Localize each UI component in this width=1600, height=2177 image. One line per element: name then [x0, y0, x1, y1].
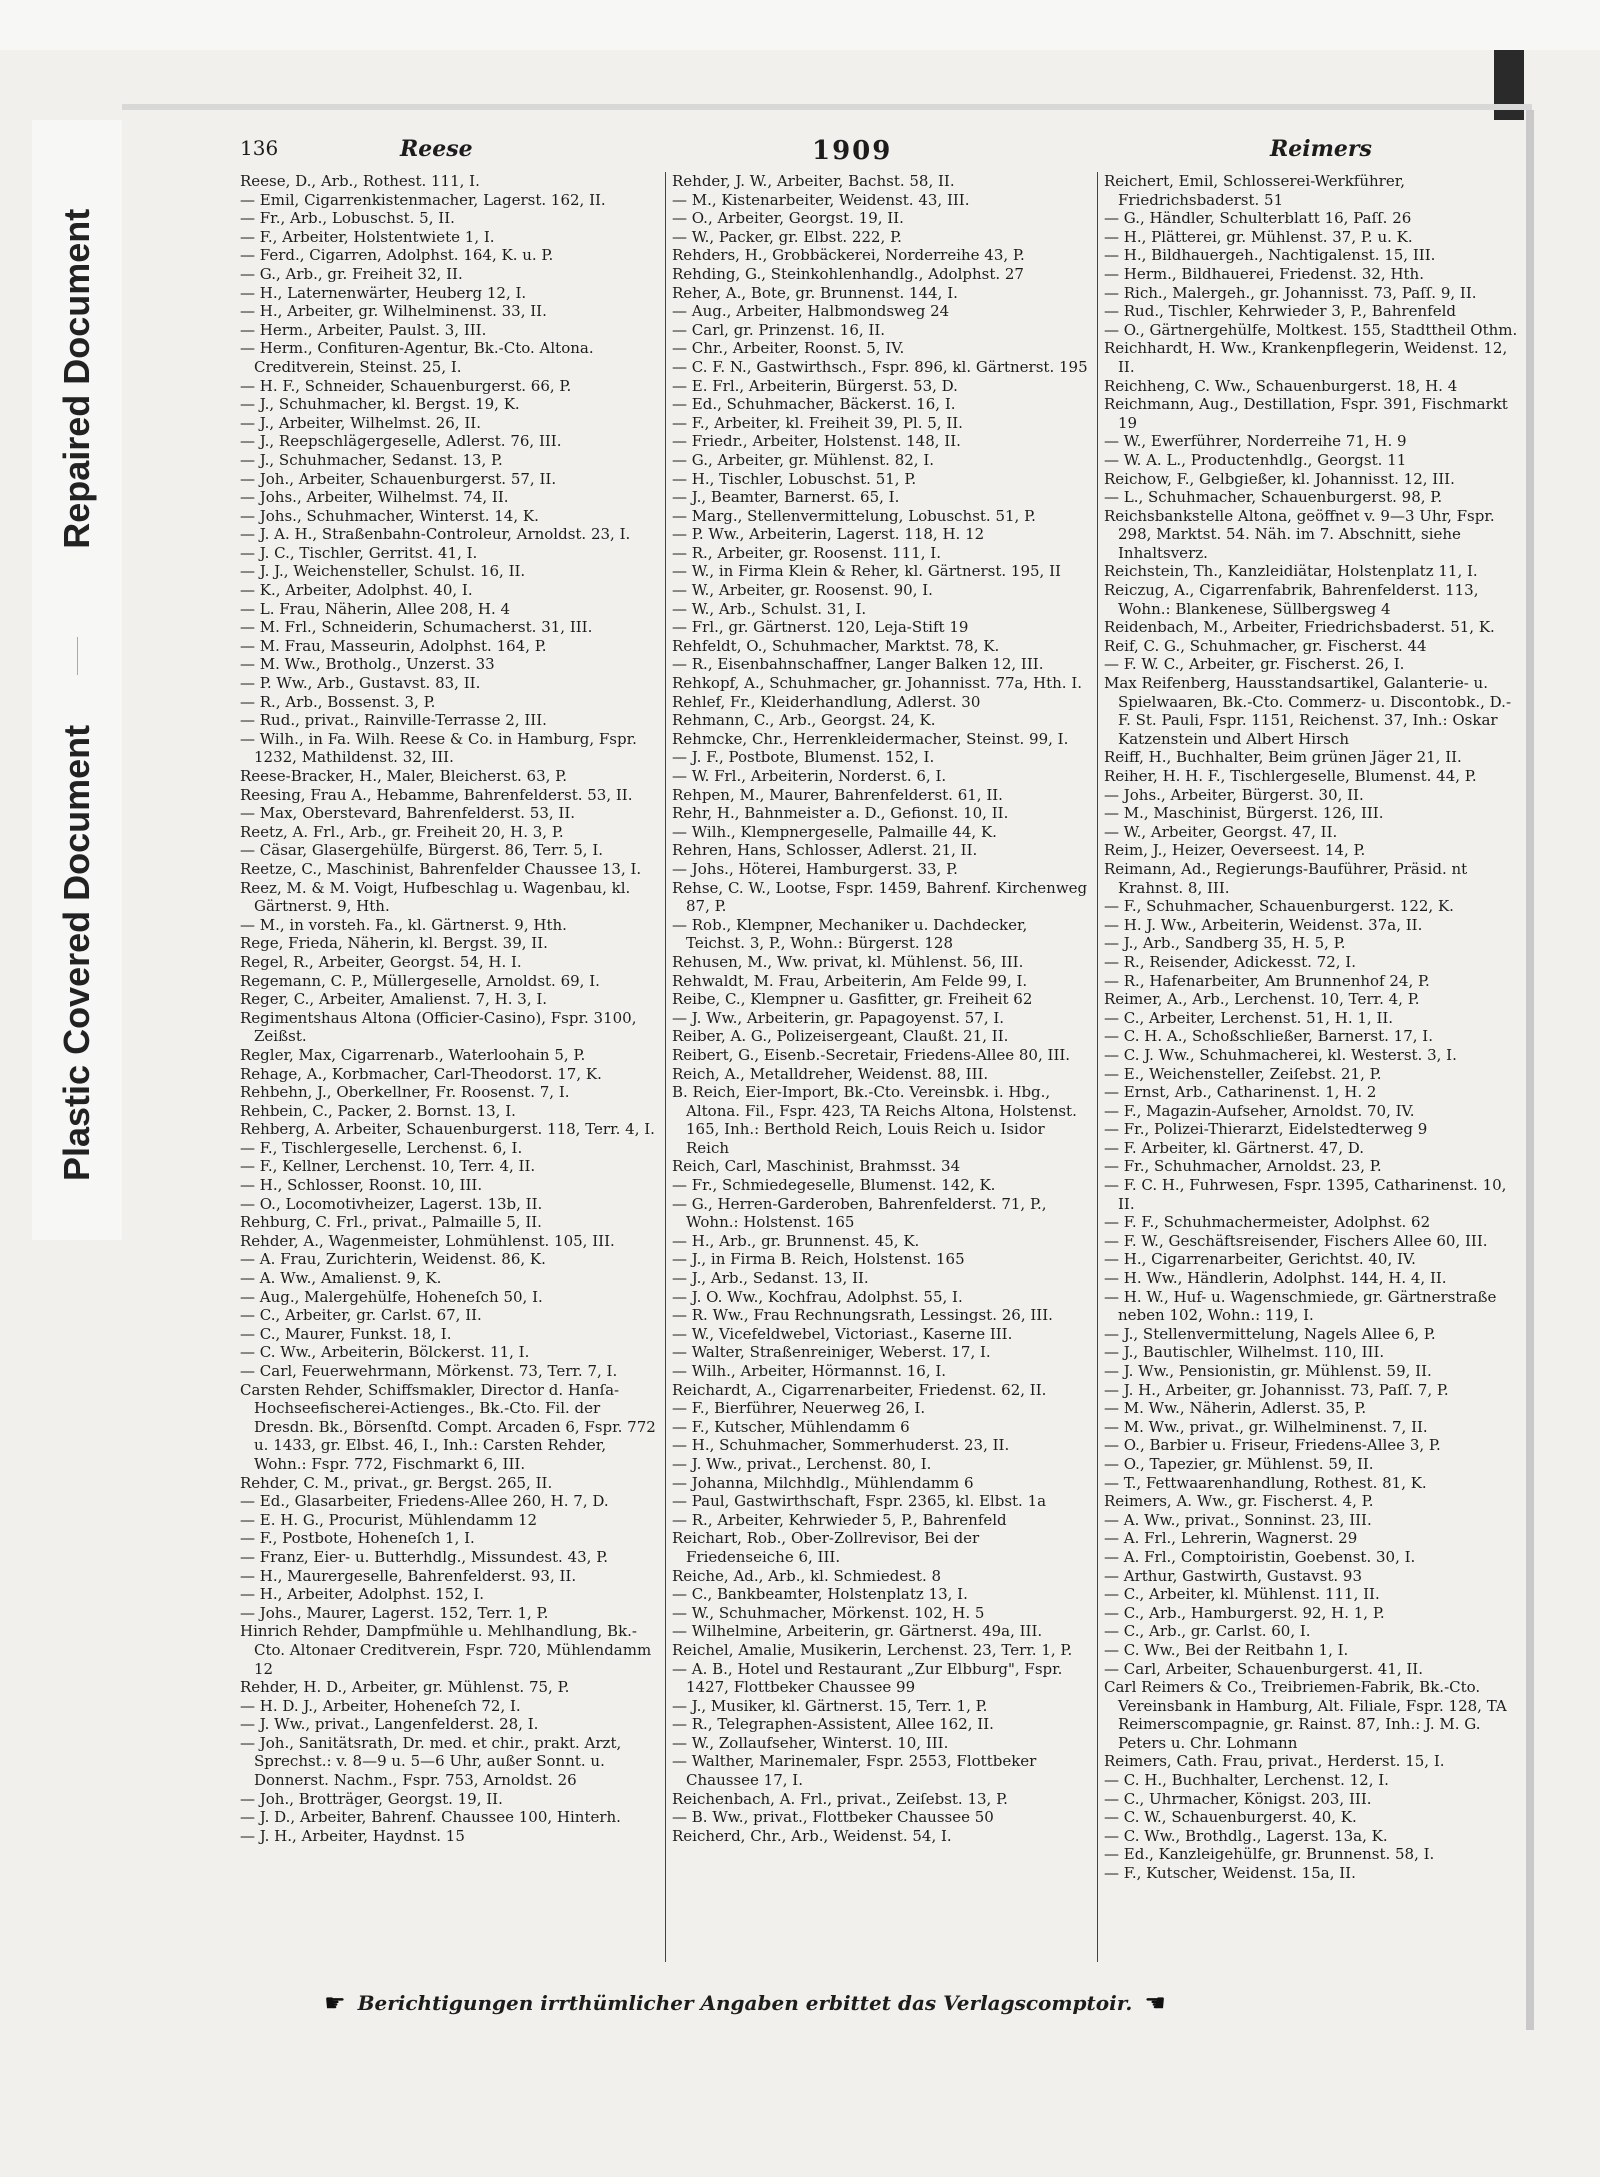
- directory-entry: Rehder, C. M., privat., gr. Bergst. 265, II.: [240, 1473, 553, 1492]
- directory-entry: — J. F., Postbote, Blumenst. 152, I.: [672, 748, 935, 767]
- directory-entry: — M., Maschinist, Bürgerst. 126, III.: [1104, 804, 1384, 823]
- directory-entry: Rehkopf, A., Schuhmacher, gr. Johannisst. 77a, Hth. I.: [672, 674, 1083, 693]
- directory-entry: — F., Arbeiter, kl. Freiheit 39, Pl. 5, II.: [672, 413, 963, 432]
- directory-entry: Reimann, Ad., Regierungs-Bauführer, Präsid. nt Krahnst. 8, III.: [1104, 859, 1468, 897]
- directory-entry: — C. Ww., Brothdlg., Lagerst. 13a, K.: [1104, 1826, 1388, 1845]
- directory-entry: Reimers, Cath. Frau, privat., Herderst. 15, I.: [1104, 1752, 1445, 1771]
- directory-entry: — Fr., Arb., Lobuschst. 5, II.: [240, 209, 455, 228]
- directory-entry: — C. J. Ww., Schuhmacherei, kl. Westerst. 3, I.: [1104, 1045, 1457, 1064]
- directory-entry: Reese-Bracker, H., Maler, Bleicherst. 63, P.: [240, 767, 567, 785]
- directory-entry: — Herm., Bildhauerei, Friedenst. 32, Hth.: [1104, 264, 1424, 283]
- column-2: [672, 172, 1090, 1962]
- directory-entry: — Chr., Arbeiter, Roonst. 5, IV.: [672, 339, 905, 358]
- directory-entry: Reez, M. & M. Voigt, Hufbeschlag u. Wagenbau, kl. Gärtnerst. 9, Hth.: [240, 878, 631, 916]
- directory-entry: — G., Händler, Schulterblatt 16, Paſſ. 26: [1104, 209, 1412, 228]
- directory-entry: — A. Frl., Lehrerin, Wagnerst. 29: [1104, 1529, 1358, 1548]
- column-3: [1104, 172, 1522, 1962]
- directory-entry: — Johs., Maurer, Lagerst. 152, Terr. 1, P.: [240, 1603, 549, 1622]
- directory-entry: Rehburg, C. Frl., privat., Palmaille 5, II.: [240, 1213, 542, 1232]
- directory-entry: — C., Arbeiter, Lerchenst. 51, H. 1, II.: [1104, 1008, 1394, 1027]
- directory-entry: Rehmcke, Chr., Herrenkleidermacher, Steinst. 99, I.: [672, 729, 1069, 748]
- directory-entry: — Carl, Feuerwehrmann, Mörkenst. 73, Terr. 7, I.: [240, 1362, 618, 1380]
- directory-entry: — P. Ww., Arbeiterin, Lagerst. 118, H. 12: [672, 525, 985, 544]
- directory-entry: — J., Bautischler, Wilhelmst. 110, III.: [1104, 1343, 1385, 1362]
- page-number: 136: [240, 136, 279, 160]
- directory-entry: — F. W. C., Arbeiter, gr. Fischerst. 26, I.: [1104, 655, 1405, 674]
- directory-entry: — J. Ww., privat., Langenfelderst. 28, I.: [240, 1715, 539, 1734]
- directory-entry: — Carl, Arbeiter, Schauenburgerst. 41, II.: [1104, 1659, 1423, 1678]
- directory-entry: Reichow, F., Gelbgießer, kl. Johannisst. 12, III.: [1104, 469, 1455, 488]
- directory-entry: Reichstein, Th., Kanzleidiätar, Holstenplatz 11, I.: [1104, 562, 1478, 581]
- directory-entry: — J., Schuhmacher, Sedanst. 13, P.: [240, 450, 503, 469]
- directory-entry: — W., in Firma Klein & Reher, kl. Gärtnerst. 195, II: [672, 562, 1061, 581]
- header-year: 1909: [812, 136, 893, 166]
- directory-entry: — A. Ww., privat., Sonninst. 23, III.: [1104, 1510, 1372, 1529]
- directory-entry: — C., Arb., Hamburgerst. 92, H. 1, P.: [1104, 1603, 1385, 1622]
- directory-entry: — Aug., Arbeiter, Halbmondsweg 24: [672, 302, 950, 321]
- directory-entry: — Ernst, Arb., Catharinenst. 1, H. 2: [1104, 1083, 1377, 1102]
- directory-entry: — Fr., Schmiedegeselle, Blumenst. 142, K.: [672, 1176, 996, 1195]
- directory-entry: Reich, A., Metalldreher, Weidenst. 88, III.: [672, 1064, 989, 1083]
- directory-entry: — W., Vicefeldwebel, Victoriast., Kaserne III.: [672, 1324, 1013, 1343]
- directory-entry: — J., Musiker, kl. Gärtnerst. 15, Terr. 1, P.: [672, 1696, 988, 1715]
- directory-entry: — F., Arbeiter, Holstentwiete 1, I.: [240, 227, 495, 246]
- directory-entry: — A. Frl., Comptoiristin, Goebenst. 30, I.: [1104, 1547, 1416, 1566]
- directory-entry: Reesing, Frau A., Hebamme, Bahrenfelderst. 53, II.: [240, 785, 633, 804]
- directory-entry: — H., Cigarrenarbeiter, Gerichtst. 40, IV.: [1104, 1250, 1416, 1269]
- directory-entry: — Johs., Höterei, Hamburgerst. 33, P.: [672, 859, 958, 878]
- directory-entry: — Johanna, Milchhdlg., Mühlendamm 6: [672, 1473, 974, 1492]
- directory-entry: Hinrich Rehder, Dampfmühle u. Mehlhandlung, Bk.-Cto. Altonaer Creditverein, Fspr. 720, Mühlendamm 12: [240, 1622, 652, 1678]
- directory-entry: — Ed., Kanzleigehülfe, gr. Brunnenst. 58, I.: [1104, 1845, 1435, 1864]
- directory-entry: Regel, R., Arbeiter, Georgst. 54, H. I.: [240, 952, 522, 971]
- directory-entry: — K., Arbeiter, Adolphst. 40, I.: [240, 581, 473, 600]
- directory-entry: — F., Magazin-Aufseher, Arnoldst. 70, IV.: [1104, 1101, 1415, 1120]
- directory-entry: — W., Arb., Schulst. 31, I.: [672, 599, 867, 618]
- directory-entry: — Wilhelmine, Arbeiterin, gr. Gärtnerst. 49a, III.: [672, 1622, 1043, 1641]
- directory-entry: Carl Reimers & Co., Treibriemen-Fabrik, Bk.-Cto. Vereinsbank in Hamburg, Alt. Filiale, Fspr. 128, TA Reimerscompagnie, gr. Rainst. 87, Inh.: J. M. G. Peters u. Chr. Lohmann: [1104, 1678, 1507, 1752]
- directory-entry: Reichart, Rob., Ober-Zollrevisor, Bei der Friedenseiche 6, III.: [672, 1529, 980, 1566]
- directory-entry: — R., Eisenbahnschaffner, Langer Balken 12, III.: [672, 655, 1044, 674]
- directory-entry: Reetze, C., Maschinist, Bahrenfelder Chaussee 13, I.: [240, 859, 642, 878]
- pointing-hand-icon: ☛: [324, 1989, 346, 2017]
- directory-entry: — Joh., Brotträger, Georgst. 19, II.: [240, 1789, 503, 1808]
- directory-entry: — Max, Oberstevard, Bahrenfelderst. 53, II.: [240, 804, 576, 823]
- directory-entry: — F. W., Geschäftsreisender, Fischers Allee 60, III.: [1104, 1231, 1488, 1250]
- directory-entry: — W., Zollaufseher, Winterst. 10, III.: [672, 1733, 949, 1752]
- directory-entry: Reiff, H., Buchhalter, Beim grünen Jäger 21, II.: [1104, 748, 1462, 767]
- header-last-name: Reimers: [1270, 136, 1372, 162]
- directory-entry: — C. Ww., Arbeiterin, Bölckerst. 11, I.: [240, 1343, 530, 1362]
- directory-entry: — Walther, Marinemaler, Fspr. 2553, Flottbeker Chaussee 17, I.: [672, 1752, 1037, 1790]
- directory-entry: — W., Ewerführer, Norderreihe 71, H. 9: [1104, 432, 1407, 451]
- directory-entry: — W., Arbeiter, gr. Roosenst. 90, I.: [672, 581, 933, 600]
- directory-entry: — Walter, Straßenreiniger, Weberst. 17, I.: [672, 1343, 991, 1362]
- directory-entry: Reichert, Emil, Schlosserei-Werkführer, Friedrichsbaderst. 51: [1104, 172, 1406, 209]
- directory-entry: Rehding, G., Steinkohlenhandlg., Adolphst. 27: [672, 264, 1024, 283]
- directory-entry: — A. Ww., Amalienst. 9, K.: [240, 1269, 442, 1288]
- directory-entry: Rehberg, A. Arbeiter, Schauenburgerst. 118, Terr. 4, I.: [240, 1120, 655, 1139]
- directory-entry: — Johs., Arbeiter, Wilhelmst. 74, II.: [240, 488, 509, 507]
- directory-entry: — F., Schuhmacher, Schauenburgerst. 122, K.: [1104, 897, 1454, 916]
- page-shadow-top: [122, 104, 1532, 110]
- directory-entry: Reichheng, C. Ww., Schauenburgerst. 18, H. 4: [1104, 376, 1458, 395]
- directory-entry: Reich, Carl, Maschinist, Brahmsst. 34: [672, 1157, 961, 1176]
- directory-entry: — Ferd., Cigarren, Adolphst. 164, K. u. P.: [240, 246, 554, 265]
- directory-entry: — Wilh., in Fa. Wilh. Reese & Co. in Hamburg, Fspr. 1232, Mathildenst. 32, III.: [240, 729, 637, 767]
- directory-entry: — F., Kutscher, Weidenst. 15a, II.: [1104, 1864, 1356, 1883]
- directory-columns: [240, 172, 1530, 1962]
- directory-entry: — Aug., Malergehülfe, Hoheneſch 50, I.: [240, 1287, 543, 1306]
- header-first-name: Reese: [400, 136, 473, 162]
- directory-entry: — E. Frl., Arbeiterin, Bürgerst. 53, D.: [672, 376, 958, 395]
- directory-entry: — Joh., Arbeiter, Schauenburgerst. 57, II.: [240, 469, 557, 488]
- directory-entry: — J. J., Weichensteller, Schulst. 16, II.: [240, 562, 526, 581]
- directory-entry: Rehfeldt, O., Schuhmacher, Marktst. 78, K.: [672, 636, 1000, 655]
- directory-entry: — C., Arbeiter, gr. Carlst. 67, II.: [240, 1306, 482, 1325]
- directory-entry: — Emil, Cigarrenkistenmacher, Lagerst. 162, II.: [240, 190, 606, 209]
- directory-entry: — R., Arbeiter, gr. Roosenst. 111, I.: [672, 543, 941, 562]
- page-header: [240, 136, 1530, 170]
- directory-entry: — J., in Firma B. Reich, Holstenst. 165: [672, 1250, 965, 1269]
- directory-entry: — Paul, Gastwirthschaft, Fspr. 2365, kl. Elbst. 1a: [672, 1492, 1047, 1511]
- directory-entry: Reiczug, A., Cigarrenfabrik, Bahrenfelderst. 113, Wohn.: Blankenese, Süllbergsweg 4: [1104, 581, 1479, 618]
- directory-entry: — H., Arb., gr. Brunnenst. 45, K.: [672, 1231, 920, 1250]
- directory-entry: — M. Ww., Brotholg., Unzerst. 33: [240, 655, 495, 674]
- directory-entry: — Johs., Schuhmacher, Winterst. 14, K.: [240, 506, 539, 525]
- directory-entry: — R. Ww., Frau Rechnungsrath, Lessingst. 26, III.: [672, 1306, 1053, 1325]
- directory-entry: — J. A. H., Straßenbahn-Controleur, Arnoldst. 23, I.: [240, 525, 631, 544]
- directory-entry: — M., in vorsteh. Fa., kl. Gärtnerst. 9, Hth.: [240, 915, 567, 934]
- directory-entry: — H., Arbeiter, gr. Wilhelminenst. 33, II.: [240, 302, 547, 321]
- directory-entry: — Fr., Polizei-Thierarzt, Eidelstedterweg 9: [1104, 1120, 1428, 1139]
- directory-entry: Rehse, C. W., Lootse, Fspr. 1459, Bahrenf. Kirchenweg 87, P.: [672, 878, 1088, 916]
- directory-entry: — J. C., Tischler, Gerritst. 41, I.: [240, 543, 478, 562]
- document-condition-labels: [32, 120, 122, 1240]
- directory-entry: — F. F., Schuhmachermeister, Adolphst. 62: [1104, 1213, 1431, 1232]
- directory-entry: Rehbein, C., Packer, 2. Bornst. 13, I.: [240, 1101, 516, 1120]
- directory-entry: Rehmann, C., Arb., Georgst. 24, K.: [672, 711, 936, 730]
- directory-entry: — H., Arbeiter, Adolphst. 152, I.: [240, 1585, 485, 1604]
- directory-entry: — M., Kistenarbeiter, Weidenst. 43, III.: [672, 190, 970, 209]
- directory-entry: — H., Plätterei, gr. Mühlenst. 37, P. u. K.: [1104, 227, 1413, 246]
- directory-entry: — J., Stellenvermittelung, Nagels Allee 6, P.: [1104, 1324, 1436, 1343]
- directory-entry: Reimers, A. Ww., gr. Fischerst. 4, P.: [1104, 1492, 1374, 1511]
- directory-entry: Reibe, C., Klempner u. Gasfitter, gr. Freiheit 62: [672, 990, 1033, 1009]
- directory-entry: — H., Schuhmacher, Sommerhuderst. 23, II.: [672, 1436, 1010, 1455]
- directory-entry: — O., Locomotivheizer, Lagerst. 13b, II.: [240, 1194, 543, 1213]
- directory-entry: — Franz, Eier- u. Butterhdlg., Missundest. 43, P.: [240, 1547, 609, 1566]
- directory-entry: — E., Weichensteller, Zeiſebst. 21, P.: [1104, 1064, 1382, 1083]
- directory-entry: — O., Arbeiter, Georgst. 19, II.: [672, 209, 904, 228]
- column-1: [240, 172, 658, 1962]
- directory-entry: Reichhardt, H. Ww., Krankenpflegerin, Weidenst. 12, II.: [1104, 339, 1508, 376]
- directory-entry: — Cäsar, Glasergehülfe, Bürgerst. 86, Terr. 5, I.: [240, 841, 604, 860]
- directory-entry: — F., Postbote, Hoheneſch 1, I.: [240, 1529, 475, 1548]
- directory-entry: Rehpen, M., Maurer, Bahrenfelderst. 61, II.: [672, 785, 1003, 804]
- directory-entry: — J., Beamter, Barnerst. 65, I.: [672, 488, 900, 507]
- directory-entry: — Herm., Confituren-Agentur, Bk.-Cto. Altona. Creditverein, Steinst. 25, I.: [240, 339, 594, 376]
- directory-entry: Reim, J., Heizer, Oeverseest. 14, P.: [1104, 841, 1366, 860]
- directory-entry: — P. Ww., Arb., Gustavst. 83, II.: [240, 674, 481, 693]
- directory-entry: — H. J. Ww., Arbeiterin, Weidenst. 37a, II.: [1104, 915, 1423, 934]
- directory-entry: — R., Telegraphen-Assistent, Allee 162, II.: [672, 1715, 994, 1734]
- directory-entry: Carsten Rehder, Schiffsmakler, Director d. Hanſa-Hochseefischerei-Actienges., Bk.-Cto. Fil. der Dresdn. Bk., Börsenſtd. Compt. Arcaden 6, Fspr. 772 u. 1433, gr. Elbst. 46, I., Inh.: Carsten Rehder, Wohn.: Fspr. 772, Fischmarkt 6, III.: [240, 1380, 656, 1473]
- directory-entry: Rehders, H., Grobbäckerei, Norderreihe 43, P.: [672, 246, 1025, 265]
- directory-entry: — A. B., Hotel und Restaurant „Zur Elbburg", Fspr. 1427, Flottbeker Chaussee 99: [672, 1659, 1063, 1697]
- directory-entry: — L., Schuhmacher, Schauenburgerst. 98, P.: [1104, 488, 1443, 507]
- directory-entry: Reichenbach, A. Frl., privat., Zeiſebst. 13, P.: [672, 1789, 1008, 1808]
- directory-entry: — Rud., privat., Rainville-Terrasse 2, III.: [240, 711, 547, 730]
- directory-entry: — Johs., Arbeiter, Bürgerst. 30, II.: [1104, 785, 1364, 804]
- directory-entry: — J. H., Arbeiter, Haydnst. 15: [240, 1826, 465, 1845]
- directory-entry: — G., Arbeiter, gr. Mühlenst. 82, I.: [672, 450, 935, 469]
- directory-entry: — T., Fettwaarenhandlung, Rothest. 81, K.: [1104, 1473, 1427, 1492]
- directory-entry: Reichmann, Aug., Destillation, Fspr. 391, Fischmarkt 19: [1104, 395, 1508, 432]
- directory-entry: — C., Maurer, Funkst. 18, I.: [240, 1324, 452, 1343]
- directory-entry: — C., Bankbeamter, Holstenplatz 13, I.: [672, 1585, 968, 1604]
- directory-entry: Reger, C., Arbeiter, Amalienst. 7, H. 3, I.: [240, 990, 548, 1009]
- directory-entry: — J., Arb., Sedanst. 13, II.: [672, 1269, 869, 1288]
- directory-entry: — W., Schuhmacher, Mörkenst. 102, H. 5: [672, 1603, 985, 1622]
- directory-entry: — W., Packer, gr. Elbst. 222, P.: [672, 227, 902, 246]
- directory-entry: — Friedr., Arbeiter, Holstenst. 148, II.: [672, 432, 961, 451]
- directory-entry: — O., Gärtnergehülfe, Moltkest. 155, Stadttheil Othm.: [1104, 320, 1518, 339]
- directory-entry: Reiche, Ad., Arb., kl. Schmiedest. 8: [672, 1566, 942, 1585]
- directory-entry: — C. W., Schauenburgerst. 40, K.: [1104, 1808, 1357, 1827]
- repaired-document-label: Repaired Document: [56, 208, 97, 549]
- directory-entry: — F. C. H., Fuhrwesen, Fspr. 1395, Catharinenst. 10, II.: [1104, 1176, 1507, 1213]
- directory-entry: Regimentshaus Altona (Officier-Casino), Fspr. 3100, Zeißst.: [240, 1008, 637, 1046]
- directory-entry: Rege, Frieda, Näherin, kl. Bergst. 39, II.: [240, 934, 548, 953]
- directory-entry: — C., Uhrmacher, Königst. 203, III.: [1104, 1789, 1372, 1808]
- directory-entry: — M. Frl., Schneiderin, Schumacherst. 31, III.: [240, 618, 593, 637]
- directory-entry: Rehlef, Fr., Kleiderhandlung, Adlerst. 30: [672, 692, 981, 711]
- directory-entry: — H. D. J., Arbeiter, Hoheneſch 72, I.: [240, 1696, 521, 1715]
- directory-entry: — J., Arb., Sandberg 35, H. 5, P.: [1104, 934, 1346, 953]
- directory-entry: — H., Tischler, Lobuschst. 51, P.: [672, 469, 917, 488]
- directory-entry: B. Reich, Eier-Import, Bk.-Cto. Vereinsbk. i. Hbg., Altona. Fil., Fspr. 423, TA Reichs Altona, Holstenst. 165, Inh.: Berthold Reich, Louis Reich u. Isidor Reich: [672, 1083, 1077, 1157]
- pointing-hand-left-icon: ☚: [1144, 1989, 1166, 2017]
- directory-entry: Rehr, H., Bahnmeister a. D., Gefionst. 10, II.: [672, 804, 1009, 823]
- directory-entry: — J. Ww., Arbeiterin, gr. Papagoyenst. 57, I.: [672, 1008, 1005, 1027]
- directory-entry: Reidenbach, M., Arbeiter, Friedrichsbaderst. 51, K.: [1104, 618, 1495, 637]
- directory-entry: Rehder, A., Wagenmeister, Lohmühlenst. 105, III.: [240, 1231, 615, 1250]
- directory-entry: Reese, D., Arb., Rothest. 111, I.: [240, 172, 480, 190]
- directory-entry: — H. W., Huf- u. Wagenschmiede, gr. Gärtnerstraße neben 102, Wohn.: 119, I.: [1104, 1287, 1497, 1325]
- directory-entry: — B. Ww., privat., Flottbeker Chaussee 50: [672, 1808, 994, 1827]
- directory-entry: — Wilh., Arbeiter, Hörmannst. 16, I.: [672, 1362, 947, 1380]
- directory-entry: Reichsbankstelle Altona, geöffnet v. 9—3 Uhr, Fspr. 298, Marktst. 54. Näh. im 7. Abschnitt, siehe Inhaltsverz.: [1104, 506, 1495, 562]
- directory-entry: Reimer, A., Arb., Lerchenst. 10, Terr. 4, P.: [1104, 990, 1420, 1009]
- directory-entry: Rehusen, M., Ww. privat, kl. Mühlenst. 56, III.: [672, 952, 1024, 971]
- directory-entry: — C., Arbeiter, kl. Mühlenst. 111, II.: [1104, 1585, 1380, 1604]
- scan-border: [0, 0, 1600, 50]
- directory-entry: — F., Bierführer, Neuerweg 26, I.: [672, 1399, 926, 1418]
- directory-entry: Regler, Max, Cigarrenarb., Waterloohain 5, P.: [240, 1045, 586, 1064]
- directory-entry: Rehage, A., Korbmacher, Carl-Theodorst. 17, K.: [240, 1064, 602, 1083]
- directory-entry: — C., Arb., gr. Carlst. 60, I.: [1104, 1622, 1311, 1641]
- directory-entry: — Ed., Schuhmacher, Bäckerst. 16, I.: [672, 395, 956, 414]
- label-divider: [77, 637, 78, 675]
- directory-entry: — Ed., Glasarbeiter, Friedens-Allee 260, H. 7, D.: [240, 1492, 609, 1511]
- directory-entry: — F., Tischlergeselle, Lerchenst. 6, I.: [240, 1138, 523, 1157]
- directory-entry: — Wilh., Klempnergeselle, Palmaille 44, K.: [672, 822, 997, 841]
- directory-entry: — J. Ww., privat., Lerchenst. 80, I.: [672, 1454, 932, 1473]
- directory-entry: — G., Herren-Garderoben, Bahrenfelderst. 71, P., Wohn.: Holstenst. 165: [672, 1194, 1047, 1232]
- directory-entry: — Frl., gr. Gärtnerst. 120, Leja-Stift 19: [672, 618, 969, 637]
- directory-entry: Reher, A., Bote, gr. Brunnenst. 144, I.: [672, 283, 958, 302]
- directory-entry: — Herm., Arbeiter, Paulst. 3, III.: [240, 320, 487, 339]
- directory-entry: — H., Laternenwärter, Heuberg 12, I.: [240, 283, 527, 302]
- directory-entry: — J., Arbeiter, Wilhelmst. 26, II.: [240, 413, 481, 432]
- directory-entry: Reibert, G., Eisenb.-Secretair, Friedens-Allee 80, III.: [672, 1045, 1071, 1064]
- directory-entry: — Rud., Tischler, Kehrwieder 3, P., Bahrenfeld: [1104, 302, 1456, 321]
- directory-entry: — R., Hafenarbeiter, Am Brunnenhof 24, P.: [1104, 971, 1430, 990]
- directory-entry: — Rob., Klempner, Mechaniker u. Dachdecker, Teichst. 3, P., Wohn.: Bürgerst. 128: [672, 915, 1028, 953]
- directory-entry: — J., Reepschlägergeselle, Adlerst. 76, III.: [240, 432, 562, 451]
- directory-entry: — F., Kutscher, Mühlendamm 6: [672, 1417, 910, 1436]
- directory-entry: — F., Kellner, Lerchenst. 10, Terr. 4, II.: [240, 1157, 536, 1176]
- directory-entry: — C. H. A., Schoßschließer, Barnerst. 17, I.: [1104, 1027, 1433, 1046]
- directory-entry: Rehder, H. D., Arbeiter, gr. Mühlenst. 75, P.: [240, 1678, 570, 1697]
- directory-entry: Reiher, H. H. F., Tischlergeselle, Blumenst. 44, P.: [1104, 767, 1477, 785]
- directory-entry: Reif, C. G., Schuhmacher, gr. Fischerst. 44: [1104, 636, 1427, 655]
- directory-entry: Max Reifenberg, Hausstandsartikel, Galanterie- u. Spielwaaren, Bk.-Cto. Commerz- u. Discontobk., D.-F. St. Pauli, Fspr. 1151, Reichenst. 37, Inh.: Oskar Katzenstein und Albert Hirsch: [1104, 674, 1512, 748]
- directory-entry: — J. H., Arbeiter, gr. Johannisst. 73, Paſſ. 7, P.: [1104, 1380, 1449, 1399]
- directory-entry: — E. H. G., Procurist, Mühlendamm 12: [240, 1510, 538, 1529]
- directory-entry: Rehbehn, J., Oberkellner, Fr. Roosenst. 7, I.: [240, 1083, 570, 1102]
- directory-entry: — C. Ww., Bei der Reitbahn 1, I.: [1104, 1640, 1349, 1659]
- directory-entry: — G., Arb., gr. Freiheit 32, II.: [240, 264, 463, 283]
- directory-entry: — Marg., Stellenvermittelung, Lobuschst. 51, P.: [672, 506, 1036, 525]
- directory-entry: Rehder, J. W., Arbeiter, Bachst. 58, II.: [672, 172, 955, 190]
- directory-entry: — J. O. Ww., Kochfrau, Adolphst. 55, I.: [672, 1287, 963, 1306]
- directory-entry: — M. Ww., privat., gr. Wilhelminenst. 7, II.: [1104, 1417, 1428, 1436]
- plastic-covered-label: Plastic Covered Document: [56, 724, 97, 1181]
- directory-entry: — L. Frau, Näherin, Allee 208, H. 4: [240, 599, 511, 618]
- directory-entry: — O., Tapezier, gr. Mühlenst. 59, II.: [1104, 1454, 1374, 1473]
- directory-entry: Regemann, C. P., Müllergeselle, Arnoldst. 69, I.: [240, 971, 600, 990]
- directory-entry: — Arthur, Gastwirth, Gustavst. 93: [1104, 1566, 1362, 1585]
- directory-entry: Reicherd, Chr., Arb., Weidenst. 54, I.: [672, 1826, 952, 1845]
- directory-entry: — J., Schuhmacher, kl. Bergst. 19, K.: [240, 395, 520, 414]
- directory-entry: — H., Bildhauergeh., Nachtigalenst. 15, III.: [1104, 246, 1436, 265]
- directory-entry: — M. Ww., Näherin, Adlerst. 35, P.: [1104, 1399, 1367, 1418]
- directory-entry: — Joh., Sanitätsrath, Dr. med. et chir., prakt. Arzt, Sprechst.: v. 8—9 u. 5—6 Uhr, außer Sonnt. u. Donnerst. Nachm., Fspr. 753, Arnoldst. 26: [240, 1733, 622, 1790]
- directory-entry: — F. Arbeiter, kl. Gärtnerst. 47, D.: [1104, 1138, 1365, 1157]
- directory-entry: — R., Reisender, Adickesst. 72, I.: [1104, 952, 1356, 971]
- directory-entry: Rehren, Hans, Schlosser, Adlerst. 21, II.: [672, 841, 978, 860]
- directory-entry: — J. D., Arbeiter, Bahrenf. Chaussee 100, Hinterh.: [240, 1808, 621, 1827]
- directory-entry: — C. F. N., Gastwirthsch., Fspr. 896, kl. Gärtnerst. 195: [672, 357, 1088, 376]
- directory-entry: Reiber, A. G., Polizeisergeant, Claußt. 21, II.: [672, 1027, 1009, 1046]
- directory-page: [240, 136, 1530, 2016]
- directory-entry: — R., Arbeiter, Kehrwieder 5, P., Bahrenfeld: [672, 1510, 1007, 1529]
- directory-entry: — Rich., Malergeh., gr. Johannisst. 73, Paſſ. 9, II.: [1104, 283, 1477, 302]
- directory-entry: — M. Frau, Masseurin, Adolphst. 164, P.: [240, 636, 547, 655]
- directory-entry: Reichel, Amalie, Musikerin, Lerchenst. 23, Terr. 1, P.: [672, 1640, 1073, 1659]
- directory-entry: — Fr., Schuhmacher, Arnoldst. 23, P.: [1104, 1157, 1382, 1176]
- directory-entry: — Carl, gr. Prinzenst. 16, II.: [672, 320, 886, 339]
- directory-entry: — J. Ww., Pensionistin, gr. Mühlenst. 59, II.: [1104, 1362, 1432, 1380]
- directory-entry: — R., Arb., Bossenst. 3, P.: [240, 692, 436, 711]
- directory-entry: Reichardt, A., Cigarrenarbeiter, Friedenst. 62, II.: [672, 1380, 1047, 1399]
- footer-text: Berichtigungen irrthümlicher Angaben erbittet das Verlagscomptoir.: [357, 1991, 1133, 2015]
- directory-entry: — O., Barbier u. Friseur, Friedens-Allee 3, P.: [1104, 1436, 1441, 1455]
- directory-entry: — W. Frl., Arbeiterin, Norderst. 6, I.: [672, 767, 947, 785]
- footer-notice: [240, 1986, 1250, 2020]
- directory-entry: — H. Ww., Händlerin, Adolphst. 144, H. 4, II.: [1104, 1269, 1447, 1288]
- directory-entry: Rehwaldt, M. Frau, Arbeiterin, Am Felde 99, I.: [672, 971, 1028, 990]
- directory-entry: — C. H., Buchhalter, Lerchenst. 12, I.: [1104, 1771, 1389, 1790]
- directory-entry: — W. A. L., Productenhdlg., Georgst. 11: [1104, 450, 1407, 469]
- directory-entry: — H. F., Schneider, Schauenburgerst. 66, P.: [240, 376, 572, 395]
- directory-entry: — H., Maurergeselle, Bahrenfelderst. 93, II.: [240, 1566, 577, 1585]
- directory-entry: — W., Arbeiter, Georgst. 47, II.: [1104, 822, 1338, 841]
- directory-entry: — A. Frau, Zurichterin, Weidenst. 86, K.: [240, 1250, 546, 1269]
- directory-entry: Reetz, A. Frl., Arb., gr. Freiheit 20, H. 3, P.: [240, 822, 564, 841]
- directory-entry: — H., Schlosser, Roonst. 10, III.: [240, 1176, 483, 1195]
